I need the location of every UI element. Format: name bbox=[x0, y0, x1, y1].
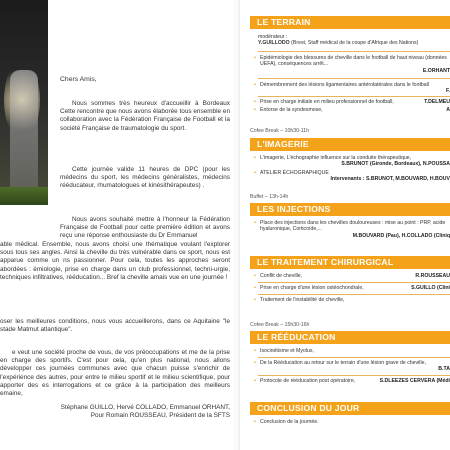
bullet-icon: • bbox=[254, 360, 256, 366]
bullet-icon: • bbox=[254, 273, 256, 279]
letter-paragraph: able médical. Ensemble, nous avons choisi une thématique voulant l'explorer sous tous ses angles. Ainsi la cheville du très vulnérable dans ce sport, nous est apparue comme un ns passionner. Pour cela, toutes les approches seront abordées : émiologie, prise en charge dans un club professionnel, techni-urgie, techniques infiltratives, rééducation... Bref la cheville amais vue en une journée ! bbox=[0, 241, 230, 281]
program-item bbox=[254, 82, 450, 95]
bullet-icon: • bbox=[254, 107, 256, 113]
bullet-icon: • bbox=[254, 297, 256, 303]
program-item bbox=[254, 220, 450, 239]
item-speaker: R.ROUSSEAU bbox=[415, 273, 450, 280]
item-text: L'imagerie, L'échographie influence sur la conduite thérapeutique, bbox=[260, 155, 412, 161]
program-item bbox=[254, 419, 450, 425]
signature-line: Pour Romain ROUSSEAU, Président de la SFTS bbox=[90, 412, 230, 420]
moderator-detail: (Brest, Staff médical de la coupe d'Afrique des Nations) bbox=[291, 40, 419, 46]
section-header-terrain: LE TERRAIN bbox=[250, 16, 450, 29]
item-text: Place des injections dans les chevilles douloureuses : mise au point : PRP, acide hyaluronique, Corticoïde,... bbox=[260, 220, 446, 233]
break-label: Cofee Break – 10h30-11h bbox=[250, 128, 310, 134]
item-text: Prise en charge initiale en milieu professionnel de football, bbox=[260, 99, 394, 105]
item-speaker: M.BOUVARD (Pau), H.COLLADO (Cliniq bbox=[352, 232, 450, 239]
program-item bbox=[254, 348, 450, 354]
player-silhouette bbox=[10, 70, 38, 190]
item-text: Epidémiologie des blessures de cheville dans le football de haut niveau (données UEFA), conséquences arrêt... bbox=[260, 55, 447, 68]
section-header-imagerie: L'IMAGERIE bbox=[250, 138, 450, 151]
item-text: Conclusion de la journée. bbox=[260, 419, 319, 425]
section-header-chirurgical: LE TRAITEMENT CHIRURGICAL bbox=[250, 256, 450, 269]
bullet-icon: • bbox=[254, 155, 256, 161]
bullet-icon: • bbox=[254, 170, 256, 176]
divider bbox=[258, 357, 450, 358]
letter-greeting: Chers Amis, bbox=[60, 76, 97, 83]
program-item bbox=[254, 273, 450, 279]
item-text: Prise en charge d'une lésion ostéochondrale, bbox=[260, 285, 364, 291]
letter-paragraph: e veut une société proche de vous, de vos préoccupations et me de la prise en charge des sportifs. C'est pour cela, qu'en plus national, nous allons développer ces journées communes avec que chacun puisse s'enrichir de l'expérience des autres, pour entre le milieu sportif et le milieu scientifique, pour apporter des es interrogations et ce grâce à la participation des meilleurs emaine, bbox=[0, 349, 230, 398]
divider bbox=[258, 51, 450, 52]
item-text: De la Rééducation au retour sur le terrain d'une lésion grave de cheville, bbox=[260, 360, 426, 366]
item-text: Démembrement des lésions ligamentaires antérolatérales dans le football bbox=[260, 82, 429, 88]
football-photo bbox=[0, 0, 48, 205]
bullet-icon: • bbox=[254, 378, 256, 384]
item-speaker: S.BRUNOT (Gironde, Bordeaux), N.POUSSA bbox=[341, 161, 450, 168]
divider bbox=[258, 375, 450, 376]
item-text: ATELIER ÉCHOGRAPHIQUE bbox=[260, 170, 329, 176]
bullet-icon: • bbox=[254, 55, 256, 61]
item-text: Protocole de rééducation post opératoire, bbox=[260, 378, 356, 384]
bullet-icon: • bbox=[254, 99, 256, 105]
moderator-label: modérateur : bbox=[258, 34, 288, 40]
moderator-name: Y.GUILLODO bbox=[258, 40, 290, 46]
break-label: Buffet – 13h-14h bbox=[250, 194, 289, 200]
item-speaker: S.GUILLO (Clini bbox=[411, 285, 450, 292]
bullet-icon: • bbox=[254, 285, 256, 291]
program-item bbox=[254, 107, 450, 113]
divider bbox=[258, 294, 450, 295]
item-speaker: F. bbox=[445, 88, 450, 95]
item-text: Entorse de la syndesmose, bbox=[260, 107, 323, 113]
page-fold bbox=[234, 0, 240, 450]
pitch-grass bbox=[0, 187, 48, 205]
letter-signature bbox=[0, 404, 230, 420]
program-item bbox=[254, 360, 450, 373]
program-item bbox=[254, 170, 450, 183]
program-item bbox=[254, 378, 450, 384]
divider bbox=[258, 96, 450, 97]
program-item bbox=[254, 99, 450, 105]
item-text: Isocinétisme et Myolus, bbox=[260, 348, 314, 354]
item-text: Conflit de cheville, bbox=[260, 273, 303, 279]
divider bbox=[258, 282, 450, 283]
divider bbox=[258, 78, 450, 79]
item-speaker: B.TA bbox=[438, 366, 450, 373]
item-speaker: Intervenants : S.BRUNOT, M.BOUVARD, H.BOUV bbox=[330, 176, 450, 183]
section-header-injections: LES INJECTIONS bbox=[250, 203, 450, 216]
bullet-icon: • bbox=[254, 419, 256, 425]
item-speaker: T.DELMEU bbox=[424, 99, 450, 106]
break-label: Cofee Break – 15h30-16h bbox=[250, 322, 310, 328]
program-item bbox=[254, 285, 450, 291]
item-text: Traitement de l'instabilité de cheville, bbox=[260, 297, 345, 303]
item-speaker: A bbox=[446, 107, 450, 114]
moderator-line bbox=[258, 34, 418, 46]
program-item bbox=[254, 297, 450, 303]
letter-paragraph: Nous avons souhaité mettre à l'honneur la Fédération Française de Football pour cette première édition et avons reçu une réponse enthousiaste du Dr Emmanuel bbox=[60, 216, 230, 240]
letter-paragraph: oser les meilleures conditions, nous vous accueillerons, dans ce Aquitaine "le stade Matmut atlantique". bbox=[0, 318, 230, 334]
program-item bbox=[254, 155, 450, 168]
letter-paragraph: Nous sommes très heureux d'accueillir à Bordeaux Cette rencontre que nous avons élaborée tous ensemble en collaboration avec la Fédération Française de Football et la société Française de traumatologie du sport. bbox=[60, 100, 230, 132]
section-header-conclusion: CONCLUSION DU JOUR bbox=[250, 402, 450, 415]
section-header-reeducation: LE RÉÉDUCATION bbox=[250, 331, 450, 344]
program-item bbox=[254, 55, 450, 74]
item-speaker: E.ORHANT bbox=[422, 67, 450, 74]
letter-paragraph: Cette journée valide 11 heures de DPC (pour les médecins du sport, les médecins généralistes, médecins rééducateur, rhumatologues et kinésithérapeutes) . bbox=[60, 166, 230, 190]
bullet-icon: • bbox=[254, 82, 256, 88]
bullet-icon: • bbox=[254, 348, 256, 354]
item-speaker: S.DLEEZES CERVERA (Médi bbox=[379, 378, 450, 385]
signature-line: Stéphane GUILLO, Hervé COLLADO, Emmanuel ORHANT, bbox=[60, 404, 230, 411]
bullet-icon: • bbox=[254, 220, 256, 226]
